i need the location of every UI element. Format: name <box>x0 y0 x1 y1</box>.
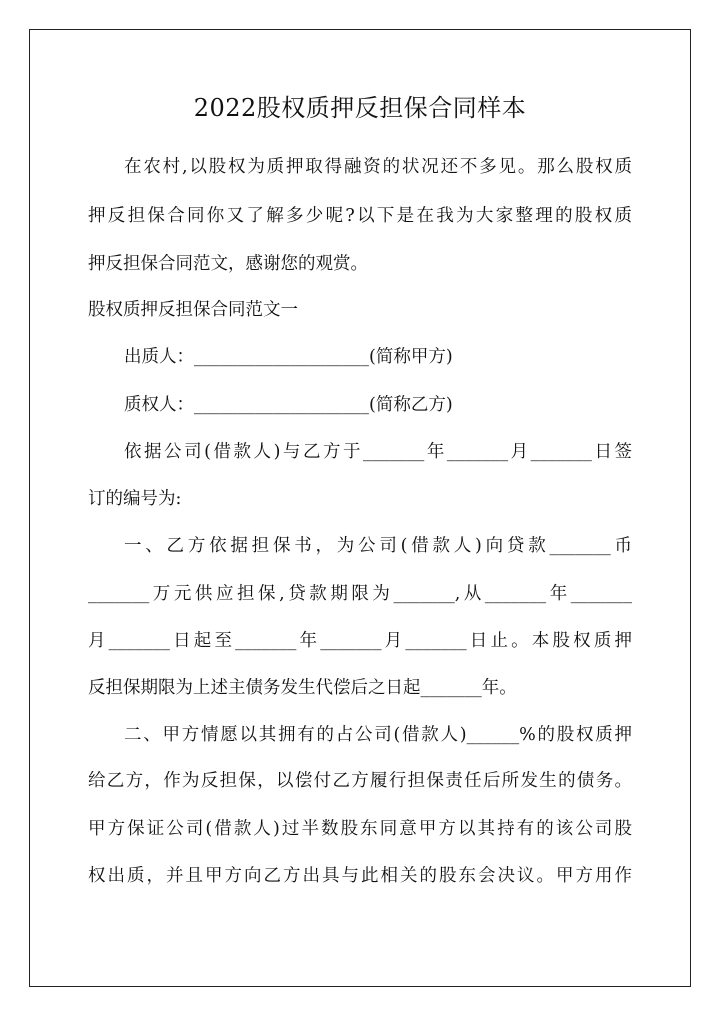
clause-line: 月_______日起至_______年_______月_______日止。本股权质押 <box>88 631 632 651</box>
clause-line: 给乙方，作为反担保，以偿付乙方履行担保责任后所发生的债务。 <box>88 771 632 791</box>
paragraph-line: 押反担保合同范文，感谢您的观赏。 <box>88 254 368 274</box>
paragraph-line: 在农村,以股权为质押取得融资的状况还不多见。那么股权质 <box>124 157 632 177</box>
clause-line: 二、甲方情愿以其拥有的占公司(借款人)______%的股权质押 <box>124 725 632 745</box>
paragraph-line: 押反担保合同你又了解多少呢?以下是在我为大家整理的股权质 <box>88 206 632 226</box>
clause-line: 反担保期限为上述主债务发生代偿后之日起_______年。 <box>88 678 517 698</box>
clause-line: 权出质，并且甲方向乙方出具与此相关的股东会决议。甲方用作 <box>88 866 632 886</box>
paragraph-line: 订的编号为: <box>88 489 182 509</box>
clause-line: 甲方保证公司(借款人)过半数股东同意甲方以其持有的该公司股 <box>88 819 632 839</box>
paragraph-line: 依据公司(借款人)与乙方于_______年_______月_______日签 <box>124 442 632 462</box>
document-title: 2022股权质押反担保合同样本 <box>193 94 527 122</box>
pledgor-line: 出质人：____________________(简称甲方) <box>124 347 453 367</box>
clause-line: _______万元供应担保,贷款期限为_______,从_______年_______ <box>88 584 632 604</box>
section-heading: 股权质押反担保合同范文一 <box>88 300 298 320</box>
pledgee-line: 质权人：____________________(简称乙方) <box>124 395 453 415</box>
clause-line: 一、乙方依据担保书，为公司(借款人)向贷款_______币 <box>124 536 632 556</box>
